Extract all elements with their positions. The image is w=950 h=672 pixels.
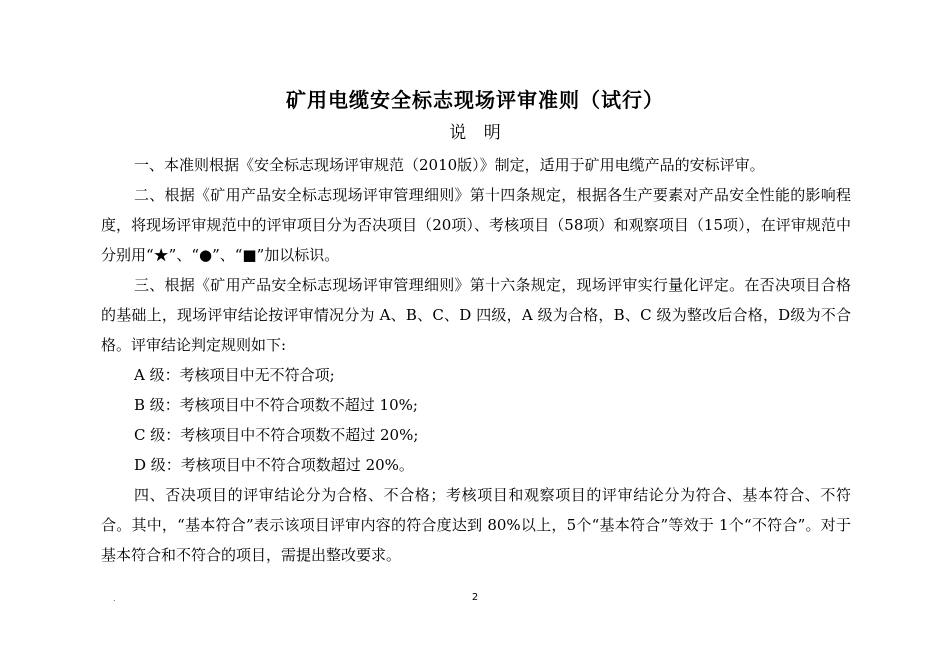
document-subtitle: 说 明 [449, 123, 501, 143]
grade-b-rule: B 级：考核项目中不符合项数不超过 10%; [134, 396, 418, 414]
document-title: 矿用电缆安全标志现场评审准则（试行） [286, 88, 664, 112]
grade-c-rule: C 级：考核项目中不符合项数不超过 20%; [134, 426, 419, 444]
paragraph-4: 四、否决项目的评审结论分为合格、不合格；考核项目和观察项目的评审结论分为符合、基本符合、不符合。其中，“基本符合”表示该项目评审内容的符合度达到 80%以上，5个“基本符合”等效于 1个“不符合”。对于基本符合和不符合的项目，需提出整改要求。 [101, 486, 851, 564]
grade-d-rule: D 级：考核项目中不符合项数超过 20%。 [134, 456, 414, 474]
paragraph-1: 一、本准则根据《安全标志现场评审规范（2010版）》制定，适用于矿用电缆产品的安标评审。 [134, 156, 765, 174]
paragraph-3: 三、根据《矿用产品安全标志现场评审管理细则》第十六条规定，现场评审实行量化评定。在否决项目合格的基础上，现场评审结论按评审情况分为 A、B、C、D 四级，A 级为合格，B、C 级为整改后合格，D级为不合格。评审结论判定规则如下: [101, 276, 851, 354]
grade-a-rule: A 级：考核项目中无不符合项; [134, 366, 335, 384]
document-body [101, 150, 851, 570]
paragraph-2: 二、根据《矿用产品安全标志现场评审管理细则》第十四条规定，根据各生产要素对产品安全性能的影响程度，将现场评审规范中的评审项目分为否决项目（20项）、考核项目（58项）和观察项目（15项），在评审规范中分别用“★”、“●”、“■”加以标识。 [101, 186, 851, 264]
page-number: 2 [471, 592, 479, 603]
footer-mark: . [113, 594, 116, 603]
